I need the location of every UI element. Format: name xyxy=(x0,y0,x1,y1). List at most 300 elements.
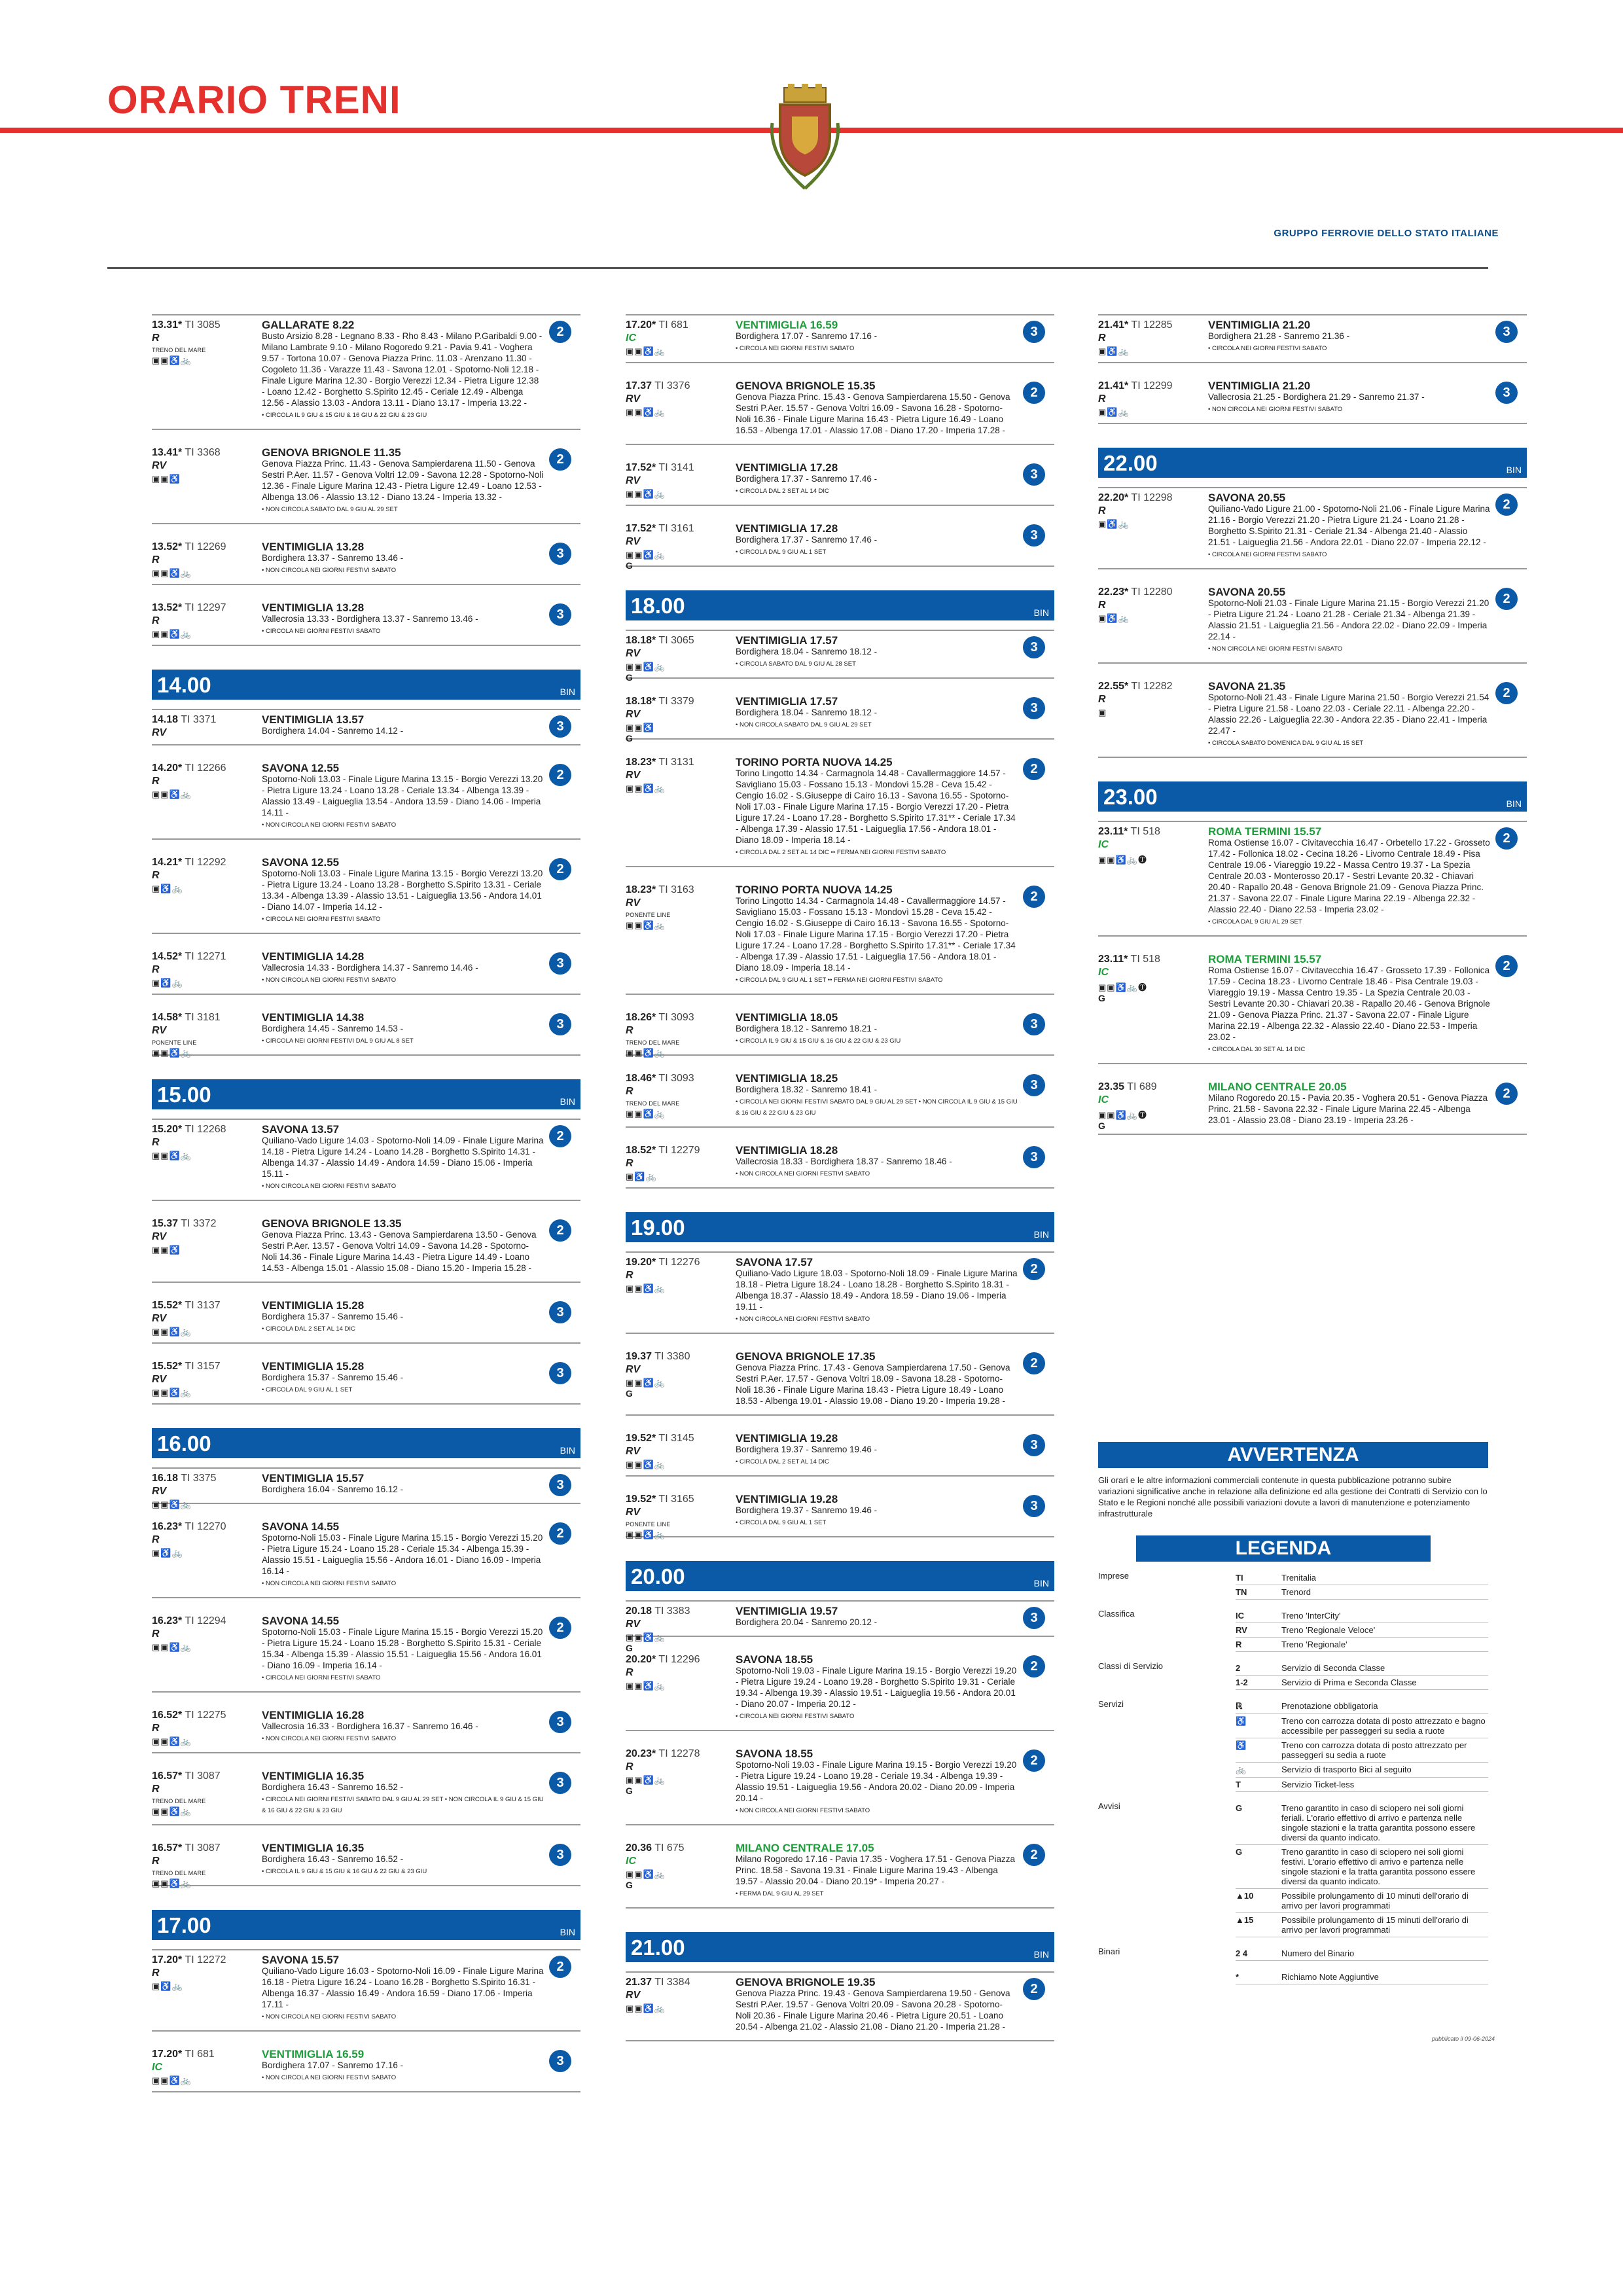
train-info xyxy=(626,1073,730,1119)
origin-station: GENOVA BRIGNOLE 15.35 xyxy=(736,380,876,392)
train-info xyxy=(152,1954,257,1992)
departure-time: 17.37 xyxy=(626,380,652,391)
departure-time: 14.18 xyxy=(152,714,179,725)
train-info xyxy=(152,447,257,484)
train-note: • CIRCOLA DAL 2 SET AL 14 DIC xyxy=(262,1325,355,1333)
origin-station: SAVONA 14.55 xyxy=(262,1615,340,1627)
bin-label: BIN xyxy=(560,687,575,697)
train-entry xyxy=(626,880,1054,995)
train-details xyxy=(262,857,544,925)
train-class-icon: RV xyxy=(626,1990,641,2001)
train-number: TI 3065 xyxy=(658,635,694,646)
train-class-icon: RV xyxy=(152,460,167,471)
stops-list: Spotorno-Noli 13.03 - Finale Ligure Marina 13.15 - Borgio Verezzi 13.20 - Pietra Ligure 13.24 - Loano 13.28 - Ceriale 13.34 - Albenga 13.39 - Alassio 13.49 - Laigueglia 13.54 - Andora 13.59 - Diano 14.06 - Imperia 14.11 - xyxy=(262,774,543,817)
legend-code: ♿ xyxy=(1236,1740,1247,1750)
platform-badge: 3 xyxy=(1023,524,1045,547)
train-class-icon: IC xyxy=(1098,839,1109,850)
train-entry xyxy=(152,2045,580,2092)
platform-badge: 2 xyxy=(549,764,571,786)
coat-of-arms-icon xyxy=(766,84,844,195)
service-icons: ▣▣♿🚲 xyxy=(626,407,666,417)
train-details xyxy=(736,380,1018,436)
train-class-icon: R xyxy=(152,615,160,626)
stops-list: Torino Lingotto 14.34 - Carmagnola 14.48 - Cavallermaggiore 14.57 - Savigliano 15.03 - Fossano 15.13 - Mondovì 15.28 - Ceva 15.42 - Cengio 16.02 - S.Giuseppe di Cairo 16.13 - Savona 16.55 - Spotorno-Noli 17.03 - Finale Ligure Marina 17.15 - Borgio Verezzi 17.20 - Pietra Ligure 17.24 - Loano 17.28 - Borghetto S.Spirito 17.31** - Ceriale 17.34 - Albenga 17.39 - Alassio 17.51 - Laigueglia 17.56 - Andora 18.01 - Diano 18.09 - Imperia 18.14 - xyxy=(736,768,1016,845)
platform-badge: 3 xyxy=(1023,1013,1045,1035)
legend-description: Servizio di Prima e Seconda Classe xyxy=(1281,1677,1417,1687)
platform-badge: 2 xyxy=(1023,1844,1045,1866)
legend-group xyxy=(1098,1699,1488,1792)
legend-item xyxy=(1236,1845,1488,1889)
stops-list: Bordighera 18.32 - Sanremo 18.41 - xyxy=(736,1085,878,1094)
train-note: • CIRCOLA DAL 30 SET AL 14 DIC xyxy=(1208,1046,1306,1053)
train-number: TI 3380 xyxy=(654,1351,690,1362)
departure-time: 19.20* xyxy=(626,1257,656,1268)
train-details xyxy=(262,602,544,637)
train-note: • NON CIRCOLA NEI GIORNI FESTIVI SABATO xyxy=(262,2074,397,2081)
origin-station: GENOVA BRIGNOLE 13.35 xyxy=(262,1217,402,1230)
stops-list: Bordighera 15.37 - Sanremo 15.46 - xyxy=(262,1372,404,1382)
train-class-icon: RV xyxy=(152,1025,167,1036)
origin-station: VENTIMIGLIA 16.35 xyxy=(262,1842,365,1854)
train-note: • CIRCOLA DAL 2 SET AL 14 DIC •• FERMA NEI GIORNI FESTIVI SABATO xyxy=(736,849,946,856)
legend-code: TN xyxy=(1236,1587,1247,1597)
hour-header xyxy=(1098,781,1527,812)
origin-station: SAVONA 14.55 xyxy=(262,1520,340,1533)
legend-item xyxy=(1236,1801,1488,1845)
train-entry xyxy=(626,1839,1054,1909)
train-note: • CIRCOLA NEI GIORNI FESTIVI SABATO xyxy=(1208,345,1327,352)
legend-code: 1-2 xyxy=(1236,1677,1248,1687)
train-details xyxy=(1208,681,1490,749)
train-class-icon: R xyxy=(152,1534,160,1545)
service-icons: ▣▣♿🚲 xyxy=(626,346,666,356)
service-icons: ▣▣♿ xyxy=(152,1245,181,1255)
train-class-icon: RV xyxy=(152,1374,167,1385)
stops-list: Bordighera 14.04 - Sanremo 14.12 - xyxy=(262,726,404,736)
platform-badge: 2 xyxy=(549,1956,571,1978)
service-icons: ▣▣♿🚲 xyxy=(152,1499,192,1509)
stops-list: Spotorno-Noli 21.03 - Finale Ligure Marina 21.15 - Borgio Verezzi 21.20 - Pietra Ligure 21.24 - Loano 21.28 - Ceriale 21.34 - Albenga 21.39 - Alassio 21.51 - Laigueglia 21.56 - Andora 22.02 - Diano 22.09 - Imperia 22.14 - xyxy=(1208,598,1489,641)
train-details xyxy=(1208,319,1490,354)
train-class-icon: IC xyxy=(626,332,636,344)
train-note: • CIRCOLA DAL 9 GIU AL 1 SET xyxy=(736,1519,827,1526)
train-note: • CIRCOLA NEI GIORNI FESTIVI SABATO xyxy=(262,916,381,923)
train-details xyxy=(262,1124,544,1192)
train-details xyxy=(262,1300,544,1335)
guaranteed-icon: G xyxy=(626,672,633,683)
platform-badge: 3 xyxy=(549,543,571,565)
train-entry xyxy=(626,376,1054,445)
train-details xyxy=(262,541,544,576)
hour-header xyxy=(626,1212,1054,1242)
train-details xyxy=(262,319,544,421)
platform-badge: 3 xyxy=(1495,382,1518,404)
departure-time: 17.52* xyxy=(626,523,656,534)
train-note: • CIRCOLA NEI GIORNI FESTIVI SABATO DAL 9 GIU AL 29 SET • NON CIRCOLA IL 9 GIU & 15 GIU & 16 GIU & 22 GIU & 23 GIU xyxy=(262,1796,544,1814)
train-note: • NON CIRCOLA SABATO DAL 9 GIU AL 29 SET xyxy=(736,721,872,728)
train-info xyxy=(152,1218,257,1255)
platform-badge: 3 xyxy=(1023,321,1045,343)
train-info xyxy=(626,462,730,499)
legend-code: IC xyxy=(1236,1611,1244,1621)
train-details xyxy=(262,1615,544,1683)
train-info xyxy=(626,757,730,794)
train-info xyxy=(626,884,730,931)
train-details xyxy=(1208,1081,1490,1126)
legend-code: T xyxy=(1236,1780,1241,1789)
train-note: • NON CIRCOLA NEI GIORNI FESTIVI SABATO xyxy=(736,1316,870,1323)
bin-label: BIN xyxy=(1506,798,1522,809)
train-number: TI 518 xyxy=(1130,954,1160,965)
train-number: TI 3131 xyxy=(658,757,694,768)
stops-list: Bordighera 21.28 - Sanremo 21.36 - xyxy=(1208,331,1350,341)
hour-header xyxy=(626,590,1054,620)
train-note: • NON CIRCOLA NEI GIORNI FESTIVI SABATO xyxy=(262,1735,397,1742)
top-divider xyxy=(107,267,1488,269)
service-icons: ▣▣♿🚲 xyxy=(152,629,192,639)
service-icons: ▣▣♿🚲 xyxy=(626,550,666,560)
platform-badge: 2 xyxy=(1023,1978,1045,2000)
train-note: • NON CIRCOLA NEI GIORNI FESTIVI SABATO xyxy=(1208,645,1343,653)
stops-list: Bordighera 18.12 - Sanremo 18.21 - xyxy=(736,1024,878,1033)
train-entry xyxy=(152,709,580,745)
legend-spacer xyxy=(1098,1961,1488,1970)
origin-station: SAVONA 12.55 xyxy=(262,762,340,774)
departure-time: 14.58* xyxy=(152,1012,183,1023)
platform-badge: 3 xyxy=(1023,697,1045,719)
train-details xyxy=(1208,954,1490,1055)
stops-list: Roma Ostiense 16.07 - Civitavecchia 16.47 - Orbetello 17.22 - Grosseto 17.42 - Follonica 18.02 - Cecina 18.26 - Livorno Centrale 18.49 - Pisa Centrale 19.06 - Viareggio 19.22 - Massa Centro 19.37 - La Spezia Centrale 20.03 - Monterosso 20.17 - Sestri Levante 20.32 - Chiavari 20.40 - Rapallo 20.48 - Genova Brignole 21.09 - Genova Piazza Princ. 21.37 - Savona 22.07 - Finale Ligure Marina 22.19 - Albenga 22.32 - Alassio 22.40 - Diano 22.53 - Imperia 23.02 - xyxy=(1208,838,1490,914)
train-number: TI 3145 xyxy=(658,1433,694,1444)
bin-label: BIN xyxy=(560,1445,575,1456)
service-icons: ▣▣♿🚲 xyxy=(152,1048,192,1058)
train-details xyxy=(1208,380,1490,415)
train-number: TI 675 xyxy=(654,1842,685,1854)
train-info xyxy=(1098,380,1203,418)
stops-list: Genova Piazza Princ. 17.43 - Genova Sampierdarena 17.50 - Genova Sestri P.Aer. 17.57 - Genova Voltri 18.09 - Savona 18.28 - Spotorno-Noli 18.36 - Finale Ligure Marina 18.43 - Pietra Ligure 18.49 - Loano 18.53 - Albenga 19.01 - Alassio 19.08 - Diano 19.20 - Imperia 19.28 - xyxy=(736,1363,1010,1406)
stops-list: Genova Piazza Princ. 13.43 - Genova Sampierdarena 13.50 - Genova Sestri P.Aer. 13.57 - Genova Voltri 14.09 - Savona 14.28 - Spotorno-Noli 14.36 - Finale Ligure Marina 14.43 - Pietra Ligure 14.49 - Loano 14.53 - Albenga 15.01 - Alassio 15.08 - Diano 15.20 - Imperia 15.28 - xyxy=(262,1230,537,1273)
bin-label: BIN xyxy=(1033,1229,1049,1240)
origin-station: SAVONA 13.57 xyxy=(262,1123,340,1136)
bin-label: BIN xyxy=(1033,1949,1049,1960)
stops-list: Spotorno-Noli 19.03 - Finale Ligure Marina 19.15 - Borgio Verezzi 19.20 - Pietra Ligure 19.24 - Loano 19.28 - Ceriale 19.34 - Albenga 19.39 - Alassio 19.51 - Laigueglia 19.56 - Andora 20.02 - Diano 20.09 - Imperia 20.14 - xyxy=(736,1760,1017,1803)
train-details xyxy=(736,1605,1018,1628)
legend-category: Avvisi xyxy=(1098,1801,1120,1811)
service-icons: ▣▣♿🚲 xyxy=(626,920,666,930)
legend-description: Treno con carrozza dotata di posto attrezzato per passeggeri su sedia a ruote xyxy=(1281,1740,1467,1760)
train-number: TI 3384 xyxy=(654,1977,690,1988)
legend-code: 2 4 xyxy=(1236,1948,1248,1958)
train-info xyxy=(626,1257,730,1294)
service-icons: ▣▣♿🚲 xyxy=(152,1642,192,1652)
hour-label: 17.00 xyxy=(157,1913,211,1937)
departure-time: 13.52* xyxy=(152,602,183,613)
train-info xyxy=(152,1124,257,1161)
train-info xyxy=(626,1605,730,1653)
train-number: TI 12296 xyxy=(658,1654,700,1665)
train-number: TI 12268 xyxy=(185,1124,226,1135)
train-entry xyxy=(626,314,1054,363)
train-entry xyxy=(152,314,580,430)
platform-badge: 3 xyxy=(549,1711,571,1733)
train-details xyxy=(262,1012,544,1047)
origin-station: VENTIMIGLIA 14.38 xyxy=(262,1011,365,1024)
guaranteed-icon: G xyxy=(1098,1121,1105,1131)
hour-label: 21.00 xyxy=(631,1935,685,1960)
train-number: TI 12282 xyxy=(1131,681,1173,692)
train-details xyxy=(262,1954,544,2022)
train-entry xyxy=(152,1214,580,1283)
train-number: TI 3376 xyxy=(654,380,690,391)
train-number: TI 3371 xyxy=(181,714,217,725)
stops-list: Genova Piazza Princ. 11.43 - Genova Sampierdarena 11.50 - Genova Sestri P.Aer. 11.57 - Genova Voltri 12.09 - Savona 12.28 - Spotorno-Noli 12.36 - Finale Ligure Marina 12.43 - Pietra Ligure 12.49 - Loano 12.53 - Albenga 13.06 - Alassio 13.12 - Diano 13.24 - Imperia 13.32 - xyxy=(262,459,544,502)
train-class-icon: R xyxy=(626,1761,633,1772)
service-icons: ▣▣♿🚲 xyxy=(152,2075,192,2085)
origin-station: SAVONA 18.55 xyxy=(736,1653,813,1666)
train-number: TI 12278 xyxy=(658,1748,700,1759)
service-icons: ▣▣♿🚲 xyxy=(152,1736,192,1746)
train-class-icon: R xyxy=(152,1628,160,1640)
train-number: TI 3093 xyxy=(658,1073,694,1084)
hour-label: 15.00 xyxy=(157,1083,211,1107)
train-info xyxy=(1098,954,1203,1003)
service-icons: ▣▣♿🚲 xyxy=(626,1378,666,1388)
legend-spacer xyxy=(1098,1652,1488,1661)
origin-station: VENTIMIGLIA 17.57 xyxy=(736,695,838,708)
origin-station: VENTIMIGLIA 14.28 xyxy=(262,950,365,963)
train-class-icon: RV xyxy=(626,709,641,720)
train-class-icon: R xyxy=(152,554,160,565)
service-icons: ▣▣♿🚲 xyxy=(626,1632,666,1642)
train-info xyxy=(626,1351,730,1399)
departure-time: 17.20* xyxy=(626,319,656,331)
train-details xyxy=(736,1494,1018,1528)
train-info xyxy=(152,2049,257,2086)
legend-item xyxy=(1236,1571,1488,1585)
departure-time: 20.18 xyxy=(626,1605,652,1617)
train-entry xyxy=(152,1949,580,2032)
service-icons: ▣▣♿🚲 xyxy=(626,1460,666,1469)
service-icons: ▣▣♿🚲 xyxy=(152,1151,192,1160)
stops-list: Busto Arsizio 8.28 - Legnano 8.33 - Rho 8.43 - Milano P.Garibaldi 9.00 - Milano Lambrate 9.10 - Milano Rogoredo 9.21 - Pavia 9.41 - Voghera 9.57 - Tortona 10.07 - Genova Piazza Princ. 11.03 - Arenzano 11.30 - Cogoleto 11.36 - Varazze 11.43 - Savona 12.01 - Spotorno-Noli 12.18 - Finale Ligure Marina 12.30 - Borgio Verezzi 12.34 - Pietra Ligure 12.38 - Loano 12.42 - Borghetto S.Spirito 12.45 - Ceriale 12.49 - Albenga 12.56 - Alassio 13.03 - Andora 13.11 - Diano 13.17 - Imperia 13.22 - xyxy=(262,331,543,408)
origin-station: VENTIMIGLIA 19.28 xyxy=(736,1493,838,1505)
departure-time: 14.52* xyxy=(152,951,183,962)
train-note: • NON CIRCOLA NEI GIORNI FESTIVI SABATO xyxy=(1208,406,1343,413)
train-info xyxy=(626,1145,730,1182)
hour-header xyxy=(626,1932,1054,1962)
train-entry xyxy=(626,1490,1054,1537)
train-note: • NON CIRCOLA NEI GIORNI FESTIVI SABATO xyxy=(262,1183,397,1190)
train-entry xyxy=(1098,314,1527,363)
train-info xyxy=(152,951,257,988)
train-number: TI 12271 xyxy=(185,951,226,962)
service-icons: ▣▣♿🚲 xyxy=(626,783,666,793)
legend-item xyxy=(1236,1609,1488,1623)
service-icons: ▣▣♿ xyxy=(626,723,654,732)
platform-badge: 3 xyxy=(1023,463,1045,486)
train-class-icon: R xyxy=(626,1667,633,1678)
train-info xyxy=(1098,319,1203,357)
legend-description: Trenord xyxy=(1281,1587,1311,1597)
timetable-column-3 xyxy=(1098,314,1527,1148)
guaranteed-icon: G xyxy=(626,1880,633,1890)
bin-label: BIN xyxy=(560,1927,575,1937)
stops-list: Bordighera 16.04 - Sanremo 16.12 - xyxy=(262,1484,404,1494)
train-note: • CIRCOLA DAL 9 GIU AL 1 SET xyxy=(262,1386,353,1393)
train-details xyxy=(736,319,1018,354)
departure-time: 20.20* xyxy=(626,1654,656,1665)
departure-time: 13.52* xyxy=(152,541,183,552)
origin-station: VENTIMIGLIA 15.28 xyxy=(262,1299,365,1312)
origin-station: ROMA TERMINI 15.57 xyxy=(1208,825,1322,838)
platform-badge: 3 xyxy=(1495,321,1518,343)
train-entry xyxy=(626,1429,1054,1477)
train-number: TI 12280 xyxy=(1131,586,1173,598)
platform-badge: 2 xyxy=(549,1219,571,1242)
legend-description: Treno 'InterCity' xyxy=(1281,1611,1341,1621)
avvertenza-text: Gli orari e le altre informazioni commerciali contenute in questa pubblicazione potranno subire variazioni significative anche in relazione alla definizione ed alla gestione dei Contratti di Servizio con lo Stato e le Regioni nonché alle possibili variazioni dovute a lavori di manutenzione e potenziamento infrastrutturale xyxy=(1098,1475,1488,1518)
train-entry xyxy=(626,458,1054,506)
stops-list: Bordighera 16.43 - Sanremo 16.52 - xyxy=(262,1782,404,1792)
legenda-title: LEGENDA xyxy=(1136,1535,1431,1562)
origin-station: MILANO CENTRALE 17.05 xyxy=(736,1842,874,1854)
service-icons: ▣▣♿🚲 xyxy=(152,1327,192,1336)
platform-badge: 3 xyxy=(1023,1495,1045,1517)
stops-list: Bordighera 19.37 - Sanremo 19.46 - xyxy=(736,1444,878,1454)
platform-badge: 3 xyxy=(549,603,571,626)
train-class-icon: RV xyxy=(626,1446,641,1457)
train-info xyxy=(152,1521,257,1558)
guaranteed-icon: G xyxy=(626,1643,633,1653)
legend-group xyxy=(1098,1571,1488,1600)
legend-group xyxy=(1098,1661,1488,1690)
train-entry xyxy=(626,1069,1054,1128)
stops-list: Spotorno-Noli 19.03 - Finale Ligure Marina 19.15 - Borgio Verezzi 19.20 - Pietra Ligure 19.24 - Loano 19.28 - Borghetto S.Spirito 19.31 - Ceriale 19.34 - Albenga 19.39 - Alassio 19.51 - Laigueglia 19.56 - Andora 20.01 - Diano 20.07 - Imperia 20.12 - xyxy=(736,1666,1017,1709)
hour-header xyxy=(152,1079,580,1109)
page-title: ORARIO TRENI xyxy=(107,78,401,122)
train-entry xyxy=(626,519,1054,571)
legend-group xyxy=(1098,1946,1488,1961)
train-class-icon: R xyxy=(152,332,160,344)
departure-time: 16.18 xyxy=(152,1473,179,1484)
train-note: • NON CIRCOLA NEI GIORNI FESTIVI SABATO xyxy=(262,567,397,574)
train-class-icon: R xyxy=(152,1856,160,1867)
legend-description: Treno garantito in caso di sciopero nei soli giorni festivi. L'orario effettivo di arrivo e partenza nelle singole stazioni e la tratta garantita possono essere diversi da quanto indicato. xyxy=(1281,1847,1476,1886)
train-entry xyxy=(626,1008,1054,1056)
train-info xyxy=(626,1748,730,1796)
train-entry xyxy=(152,443,580,524)
train-number: TI 3165 xyxy=(658,1494,694,1505)
train-number: TI 3379 xyxy=(658,696,694,707)
train-number: TI 518 xyxy=(1130,826,1160,837)
train-note: • CIRCOLA NEI GIORNI FESTIVI SABATO xyxy=(1208,551,1327,558)
train-number: TI 681 xyxy=(658,319,688,331)
departure-time: 20.23* xyxy=(626,1748,656,1759)
train-class-icon: R xyxy=(152,1137,160,1148)
train-number: TI 3375 xyxy=(181,1473,217,1484)
train-entry xyxy=(626,1347,1054,1416)
train-class-icon: R xyxy=(1098,505,1106,516)
train-details xyxy=(736,1842,1018,1899)
legend-code: * xyxy=(1236,1972,1240,1982)
train-note: • CIRCOLA IL 9 GIU & 15 GIU & 16 GIU & 22 GIU & 23 GIU xyxy=(262,1868,427,1875)
legend-description: Servizio di trasporto Bici al seguito xyxy=(1281,1765,1412,1774)
train-details xyxy=(262,1710,544,1744)
legend-code: G xyxy=(1236,1847,1243,1857)
train-details xyxy=(262,2049,544,2083)
origin-station: SAVONA 21.35 xyxy=(1208,680,1286,692)
stops-list: Vallecrosia 21.25 - Bordighera 21.29 - Sanremo 21.37 - xyxy=(1208,392,1425,402)
hour-label: 20.00 xyxy=(631,1564,685,1588)
departure-time: 14.20* xyxy=(152,762,183,774)
platform-badge: 3 xyxy=(549,715,571,738)
train-entry xyxy=(152,1839,580,1886)
timetable-column-2 xyxy=(626,314,1054,2054)
train-note: • NON CIRCOLA NEI GIORNI FESTIVI SABATO xyxy=(262,1580,397,1587)
stops-list: Bordighera 17.37 - Sanremo 17.46 - xyxy=(736,535,878,545)
legend-category: Imprese xyxy=(1098,1571,1129,1581)
service-icons: ▣♿🚲 xyxy=(152,884,183,893)
train-number: TI 12275 xyxy=(185,1710,226,1721)
service-icons: ▣♿🚲 xyxy=(626,1172,657,1181)
train-note: • NON CIRCOLA NEI GIORNI FESTIVI SABATO xyxy=(262,821,397,829)
departure-time: 16.23* xyxy=(152,1521,183,1532)
train-class-icon: R xyxy=(152,870,160,881)
legend-item xyxy=(1236,1714,1488,1738)
guaranteed-icon: G xyxy=(626,1388,633,1399)
origin-station: VENTIMIGLIA 16.28 xyxy=(262,1709,365,1721)
avvertenza-box xyxy=(1098,1442,1488,1519)
stops-list: Bordighera 20.04 - Sanremo 20.12 - xyxy=(736,1617,878,1627)
train-entry xyxy=(1098,950,1527,1064)
service-icons: ▣▣♿🚲 xyxy=(152,355,192,365)
legend-item xyxy=(1236,1676,1488,1690)
origin-station: VENTIMIGLIA 15.28 xyxy=(262,1360,365,1372)
guaranteed-icon: G xyxy=(1098,993,1105,1003)
origin-station: GENOVA BRIGNOLE 11.35 xyxy=(262,446,401,459)
legend-group xyxy=(1098,1609,1488,1652)
train-info xyxy=(152,1300,257,1337)
train-number: TI 12299 xyxy=(1131,380,1173,391)
train-class-icon: R xyxy=(1098,694,1106,705)
origin-station: SAVONA 17.57 xyxy=(736,1256,813,1268)
platform-badge: 2 xyxy=(549,448,571,471)
legend-group xyxy=(1098,1970,1488,1984)
legend-category: Binari xyxy=(1098,1946,1120,1956)
train-class-icon: R xyxy=(1098,393,1106,404)
train-class-icon: RV xyxy=(152,1486,167,1497)
train-entry xyxy=(152,1008,580,1056)
origin-station: VENTIMIGLIA 18.25 xyxy=(736,1072,838,1085)
train-class-icon: RV xyxy=(626,475,641,486)
train-info xyxy=(626,696,730,744)
train-note: • CIRCOLA NEI GIORNI FESTIVI SABATO xyxy=(262,628,381,635)
departure-time: 16.23* xyxy=(152,1615,183,1626)
service-icons: ▣▣♿🚲 xyxy=(626,1530,666,1539)
train-info xyxy=(152,1012,257,1058)
train-class-icon: IC xyxy=(1098,1094,1109,1105)
train-name: PONENTE LINE xyxy=(152,1039,197,1046)
train-note: • NON CIRCOLA SABATO DAL 9 GIU AL 29 SET xyxy=(262,506,398,513)
train-number: TI 12279 xyxy=(658,1145,700,1156)
origin-station: VENTIMIGLIA 17.28 xyxy=(736,522,838,535)
platform-badge: 3 xyxy=(1023,1146,1045,1168)
stops-list: Bordighera 16.43 - Sanremo 16.52 - xyxy=(262,1854,404,1864)
departure-time: 15.52* xyxy=(152,1361,183,1372)
stops-list: Bordighera 17.07 - Sanremo 17.16 - xyxy=(262,2060,404,2070)
train-info xyxy=(626,1012,730,1058)
legend-code: G xyxy=(1236,1803,1243,1813)
